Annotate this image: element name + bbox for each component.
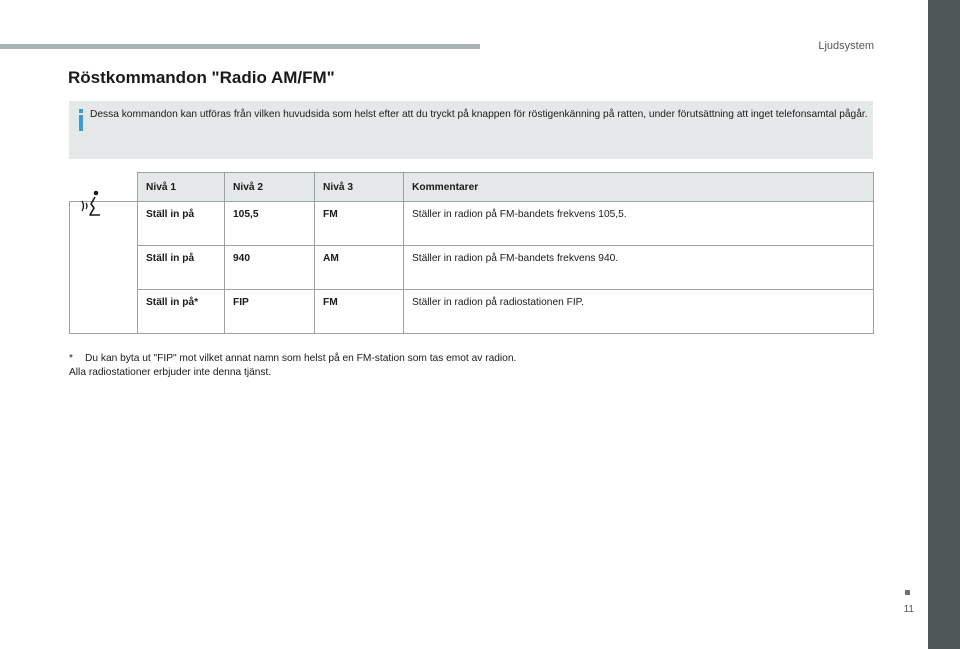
row1-comment: Ställer in radion på FM-bandets frekvens 105,5. — [404, 202, 874, 246]
info-box — [69, 101, 873, 159]
header-comment: Kommentarer — [404, 173, 874, 202]
footnote-marker: * — [69, 353, 73, 364]
table-row — [70, 290, 874, 334]
row2-level2: 940 — [225, 246, 315, 290]
end-marker — [905, 590, 910, 595]
info-text: Dessa kommandon kan utföras från vilken huvudsida som helst efter att du tryckt på knappen för röstigenkänning på ratten, under förutsättning att inget telefonsamtal pågår. — [90, 109, 868, 120]
commands-table — [69, 172, 874, 334]
header-level-1: Nivå 1 — [138, 173, 225, 202]
footnote-line-2: Alla radiostationer erbjuder inte denna tjänst. — [69, 367, 272, 378]
row2-comment: Ställer in radion på FM-bandets frekvens 940. — [404, 246, 874, 290]
header-level-3: Nivå 3 — [315, 173, 404, 202]
side-tab — [928, 0, 960, 649]
page-title: Röstkommandon "Radio AM/FM" — [68, 68, 335, 87]
header-level-2: Nivå 2 — [225, 173, 315, 202]
footnote — [69, 352, 516, 380]
row2-level3: AM — [315, 246, 404, 290]
row3-comment: Ställer in radion på radiostationen FIP. — [404, 290, 874, 334]
voice-command-icon — [78, 189, 104, 217]
footnote-text: Du kan byta ut "FIP" mot vilket annat namn som helst på en FM-station som tas emot av radion. — [85, 353, 517, 364]
footnote-line-1 — [69, 352, 516, 366]
row1-level2: 105,5 — [225, 202, 315, 246]
table-row — [70, 246, 874, 290]
row1-level3: FM — [315, 202, 404, 246]
row3-level3: FM — [315, 290, 404, 334]
row3-level1: Ställ in på* — [138, 290, 225, 334]
row1-level1: Ställ in på — [138, 202, 225, 246]
row2-level1: Ställ in på — [138, 246, 225, 290]
header-rule — [0, 44, 480, 49]
table-header-row — [70, 173, 874, 202]
section-name: Ljudsystem — [818, 40, 874, 52]
row3-level2: FIP — [225, 290, 315, 334]
info-icon — [77, 109, 87, 131]
page-number: 11 — [903, 604, 914, 615]
table-row — [70, 202, 874, 246]
voice-icon-cell — [70, 202, 138, 334]
